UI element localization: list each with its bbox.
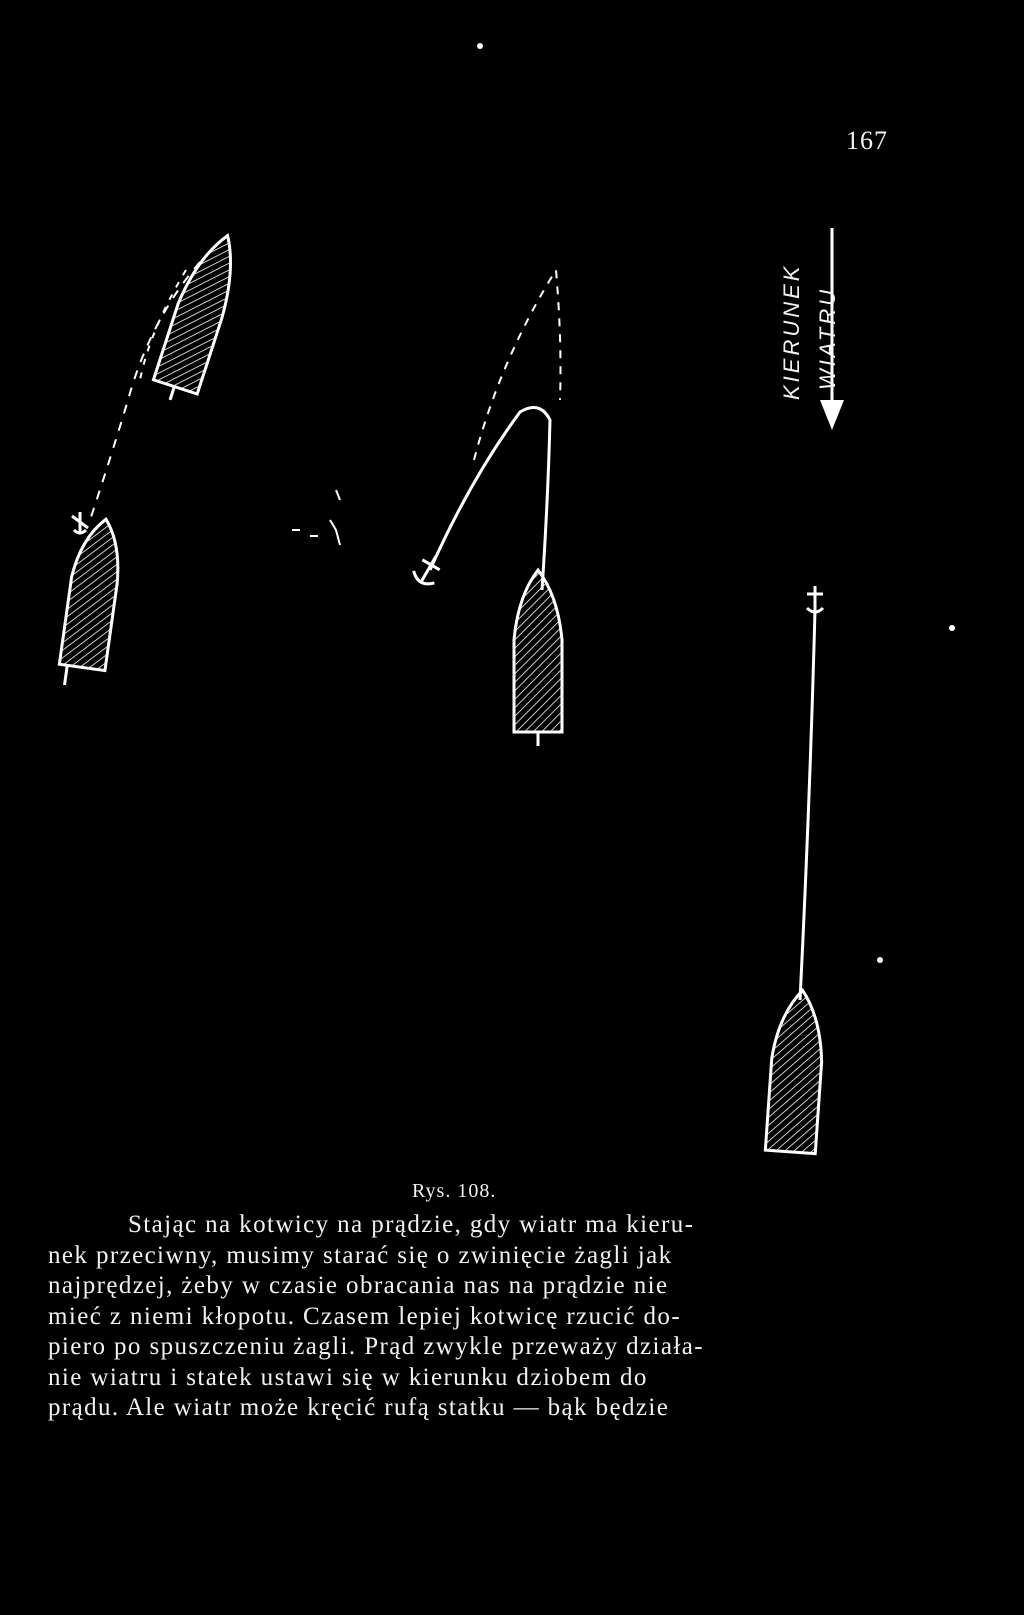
wind-label-line2: WIATRU: [815, 286, 840, 390]
body-paragraph: [48, 1210, 866, 1424]
boat-2: [57, 516, 126, 691]
text-line: mieć z niemi kłopotu. Czasem lepiej kotwicę rzucić do-: [48, 1302, 682, 1330]
anchor-rope-4: [800, 610, 815, 1000]
drift-marks: [292, 490, 340, 545]
text-line: piero po spuszczeniu żagli. Prąd zwykle przeważy działa-: [48, 1333, 704, 1360]
dotted-path-3: [474, 270, 561, 460]
wind-direction-label: [775, 220, 895, 420]
text-line: prądu. Ale wiatr może kręcić rufą statku — bąk będzie: [48, 1394, 670, 1421]
text-line: nek przeciwny, musimy starać się o zwinięcie żagli jak: [48, 1241, 673, 1269]
anchor-icon: [411, 550, 447, 588]
anchor-icon: [72, 512, 88, 533]
text-line: nie wiatru i statek ustawi się w kierunku dziobem do: [48, 1363, 648, 1391]
speck: [949, 625, 955, 631]
anchor-icon: [807, 586, 823, 614]
speck: [877, 957, 883, 963]
page-number: 167: [846, 126, 888, 155]
text-line: Stając na kotwicy na prądzie, gdy wiatr ma kieru-: [128, 1211, 695, 1238]
wind-label-line1: KIERUNEK: [779, 263, 804, 400]
speck: [477, 43, 483, 49]
boat-3: [514, 570, 562, 746]
anchor-rope-3: [430, 408, 550, 591]
boat-1: [149, 228, 247, 408]
figure-caption: Rys. 108.: [412, 1180, 497, 1202]
boat-4: [765, 989, 826, 1154]
text-line: najprędzej, żeby w czasie obracania nas na prądzie nie: [48, 1272, 669, 1299]
